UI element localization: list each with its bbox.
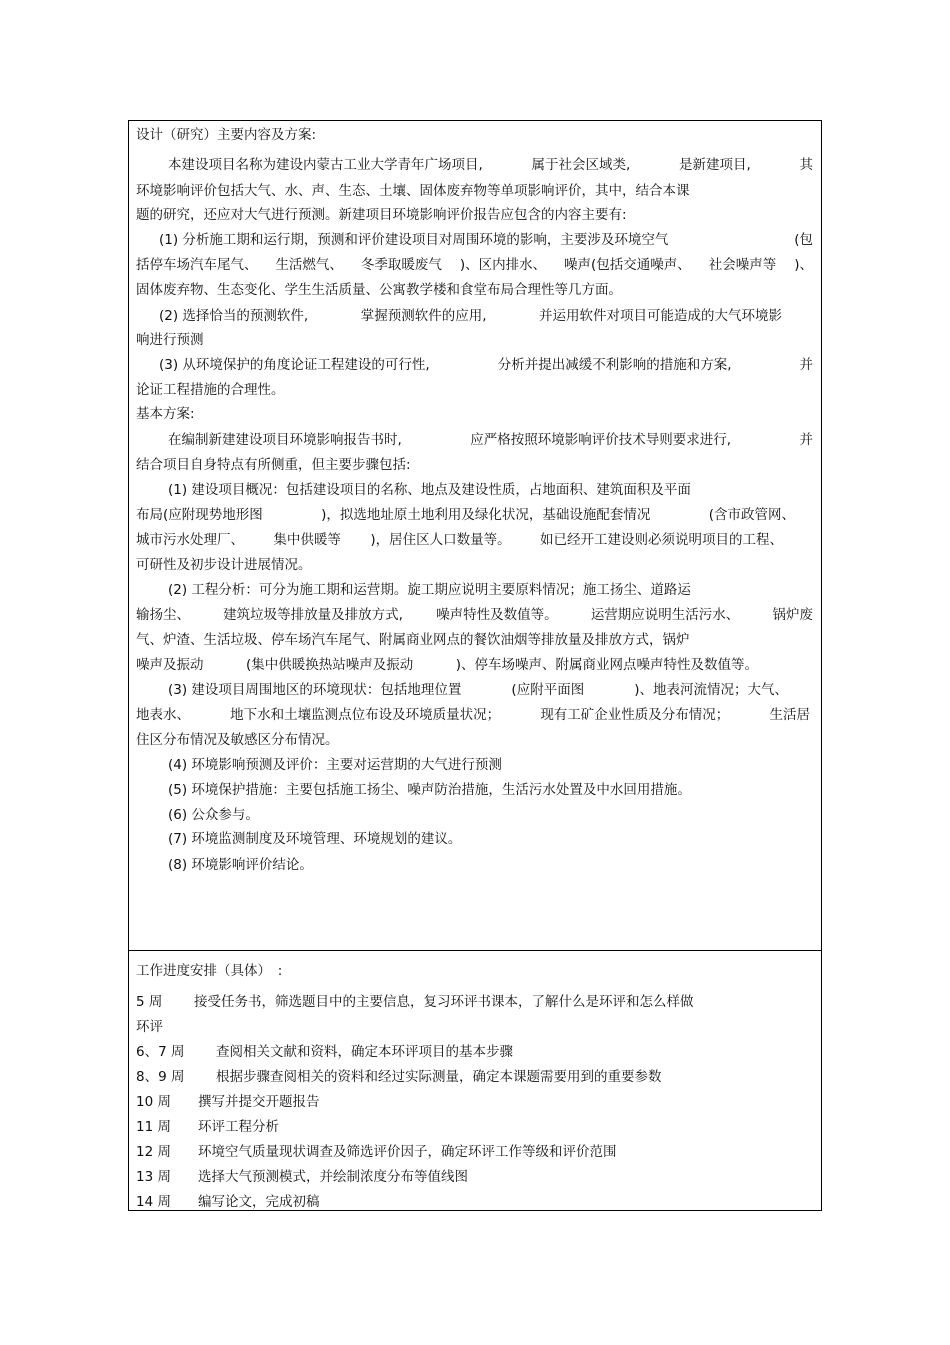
step-line: (1) 建设项目概况：包括建设项目的名称、地点及建设性质，占地面积、建筑面积及平面 [168,482,691,498]
schedule-title: 工作进度安排（具体） : [136,963,283,979]
schedule-week: 10 周 [136,1094,171,1110]
item-line: (1) 分析施工期和运行期，预测和评价建设项目对周围环境的影响，主要涉及环境空气 (包 [159,232,813,248]
schedule-row [136,1143,617,1161]
step-line: 输扬尘、 建筑垃圾等排放量及排放方式, 噪声特性及数值等。 运营期应说明生活污水、 锅炉废 [136,607,813,623]
item-line: (2) 选择恰当的预测软件, 掌握预测软件的应用, 并运用软件对项目可能造成的大气环境影 [159,308,782,324]
schedule-row [136,1168,468,1186]
schedule-row [136,993,694,1011]
step-line: (8) 环境影响评价结论。 [168,857,313,873]
step-line: 地表水、 地下水和土壤监测点位布设及环境质量状况； 现有工矿企业性质及分布情况； 生活居 [136,707,810,723]
step-line: 布局(应附现势地形图 )，拟选地址原土地利用及绿化状况，基础设施配套情况 (含市政管网、 [136,507,795,523]
step-line: (6) 公众参与。 [168,807,259,823]
item-line: 响进行预测 [136,332,204,348]
item-line: 固体废弃物、生态变化、学生生活质量、公寓教学楼和食堂布局合理性等几方面。 [136,282,622,298]
schedule-task: 编写论文，完成初稿 [198,1194,320,1210]
schedule-week: 8、9 周 [136,1069,185,1085]
intro-line: 在编制新建建设项目环境影响报告书时, 应严格按照环境影响评价技术导则要求进行, 并 [168,432,813,448]
step-line: 可研性及初步设计进展情况。 [136,557,312,573]
schedule-task: 环评工程分析 [198,1119,279,1135]
schedule-row [136,1018,163,1036]
step-line: (2) 工程分析：可分为施工期和运营期。旋工期应说明主要原料情况；施工扬尘、道路运 [168,582,691,598]
schedule-week: 12 周 [136,1144,171,1160]
intro-line: 本建设项目名称为建设内蒙古工业大学青年广场项目, 属于社会区域类, 是新建项目, 其 [168,157,813,173]
intro-line: 题的研究，还应对大气进行预测。新建项目环境影响评价报告应包含的内容主要有: [136,207,627,223]
schedule-task: 根据步骤查阅相关的资料和经过实际测量，确定本课题需要用到的重要参数 [216,1069,662,1085]
schedule-task: 环境空气质量现状调查及筛选评价因子，确定环评工作等级和评价范围 [198,1144,617,1160]
item-line: (3) 从环境保护的角度论证工程建设的可行性, 分析并提出减缓不利影响的措施和方案, 并 [159,357,813,373]
item-line: 论证工程措施的合理性。 [136,382,285,398]
step-line: 住区分布情况及敏感区分布情况。 [136,732,339,748]
step-line: (5) 环境保护措施：主要包括施工扬尘、噪声防治措施，生活污水处置及中水回用措施。 [168,782,691,798]
schedule-task: 查阅相关文献和资料，确定本环评项目的基本步骤 [216,1044,513,1060]
step-line: (4) 环境影响预测及评价：主要对运营期的大气进行预测 [168,757,502,773]
section-title: 基本方案: [136,406,195,422]
item-line: 括停车场汽车尾气、 生活燃气、 冬季取暖废气 )、区内排水、 噪声(包括交通噪声、 社会噪声等 )、 [136,257,813,273]
schedule-row [136,1068,662,1086]
step-line: (7) 环境监测制度及环境管理、环境规划的建议。 [168,831,462,847]
intro-line: 环境影响评价包括大气、水、声、生态、土壤、固体废弃物等单项影响评价，其中，结合本课 [136,183,690,199]
section-title: 设计（研究）主要内容及方案: [136,127,317,143]
schedule-task: 选择大气预测模式，并绘制浓度分布等值线图 [198,1169,468,1185]
step-line: 城市污水处理厂、 集中供暖等 )，居住区人口数量等。 如已经开工建设则必须说明项目的工程、 [136,532,783,548]
intro-line: 结合项目自身特点有所侧重，但主要步骤包括: [136,457,411,473]
schedule-week: 11 周 [136,1119,171,1135]
schedule-row [136,1093,320,1111]
step-line: 噪声及振动 (集中供暖换热站噪声及振动 )、停车场噪声、附属商业网点噪声特性及数值等。 [136,657,758,673]
schedule-task: 接受任务书，筛选题目中的主要信息，复习环评书课本，了解什么是环评和怎么样做 [194,994,694,1010]
schedule-week: 5 周 [136,994,163,1010]
step-line: 气、炉渣、生活垃圾、停车场汽车尾气、附属商业网点的餐饮油烟等排放量及排放方式，锅炉 [136,632,690,648]
schedule-row [136,1043,513,1061]
schedule-row [136,1118,279,1136]
schedule-week: 6、7 周 [136,1044,185,1060]
schedule-row [136,1193,320,1211]
step-line: (3) 建设项目周围地区的环境现状：包括地理位置 (应附平面图 )、地表河流情况；大气、 [168,682,788,698]
schedule-task: 撰写并提交开题报告 [198,1094,320,1110]
schedule-task: 环评 [136,1019,163,1035]
schedule-week: 13 周 [136,1169,171,1185]
schedule-week: 14 周 [136,1194,171,1210]
